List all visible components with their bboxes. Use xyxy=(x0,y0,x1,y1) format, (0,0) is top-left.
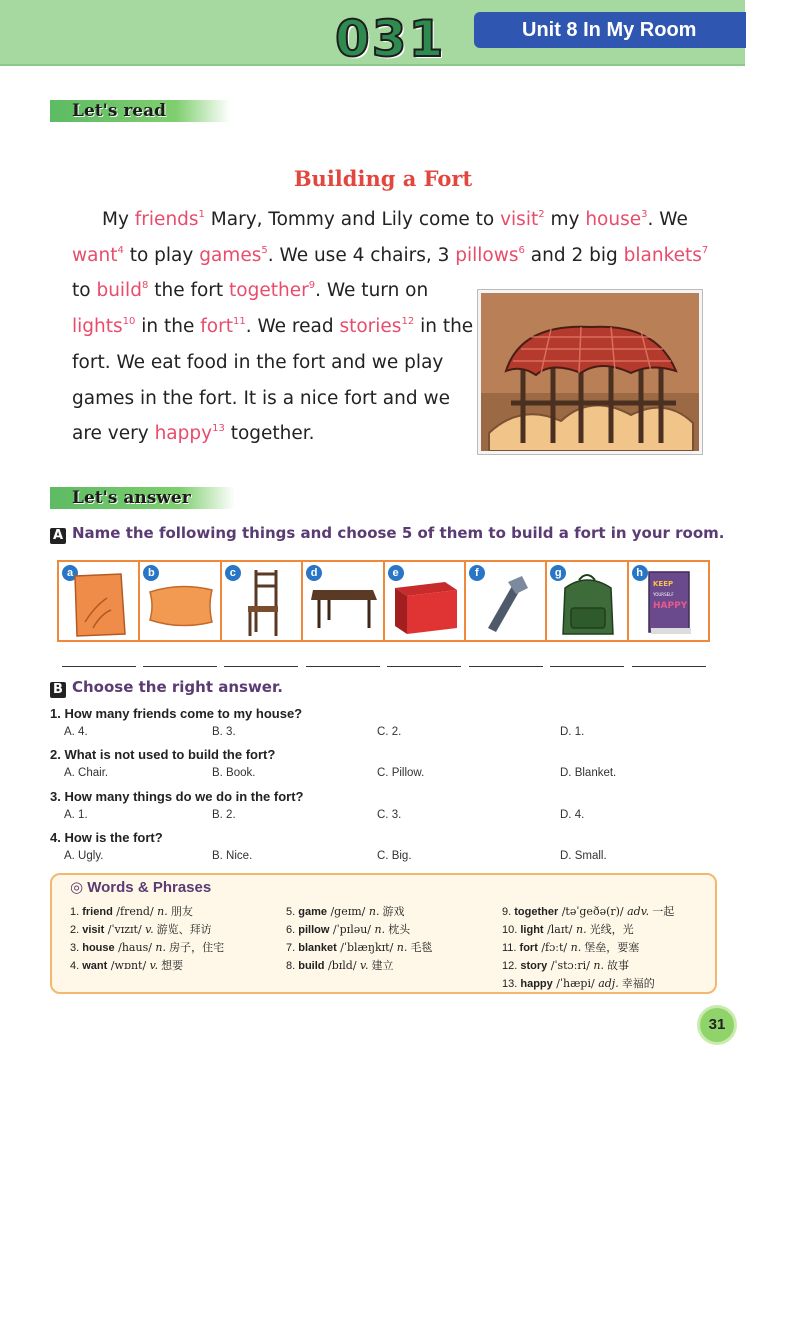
word-entry: 8. build /bɪld/ v. 建立 xyxy=(286,959,394,972)
word-entry: 13. happy /ˈhæpi/ adj. 幸福的 xyxy=(502,977,655,990)
table-icon xyxy=(303,562,383,640)
story-line: are very happy$^{13}$ together. xyxy=(72,423,315,445)
keyword-footnote-number: 8 xyxy=(141,280,149,292)
part-a-instruction: Name the following things and choose 5 of them to build a fort in your room. xyxy=(72,524,725,542)
keyword-footnote-number: 6 xyxy=(518,244,525,256)
keyword-friends: friends$^1$ xyxy=(134,209,205,230)
item-letter: c xyxy=(225,565,241,581)
book-cover-text-3: HAPPY xyxy=(652,601,687,611)
part-a-badge: A xyxy=(50,528,66,544)
question-4: 4. How is the fort? xyxy=(50,830,163,845)
keyword-house: house$^3$ xyxy=(585,209,648,230)
answer-blank-d[interactable] xyxy=(306,666,380,667)
q4-option-a[interactable]: A. Ugly. xyxy=(64,850,104,862)
keyword-fort: fort$^{11}$ xyxy=(200,316,246,338)
answer-blank-e[interactable] xyxy=(387,666,461,667)
words-title: ◎ Words & Phrases xyxy=(70,879,212,896)
word-entry: 1. friend /frend/ n. 朋友 xyxy=(70,905,193,918)
flashlight-icon xyxy=(466,562,546,640)
q1-option-b[interactable]: B. 3. xyxy=(212,726,236,738)
fort-illustration xyxy=(478,290,702,454)
q2-option-d[interactable]: D. Blanket. xyxy=(560,767,617,779)
word-entry: 5. game /geɪm/ n. 游戏 xyxy=(286,905,405,918)
question-2: 2. What is not used to build the fort? xyxy=(50,747,276,762)
part-b-badge: B xyxy=(50,682,66,698)
keyword-footnote-number: 13 xyxy=(212,423,225,435)
item-chair[interactable] xyxy=(222,562,303,640)
q2-option-a[interactable]: A. Chair. xyxy=(64,767,109,779)
word-entry: 2. visit /ˈvɪzɪt/ v. 游览、拜访 xyxy=(70,923,212,936)
word-entry: 10. light /laɪt/ n. 光线，光 xyxy=(502,923,634,936)
item-letter: g xyxy=(550,565,566,581)
big-page-number: 031 xyxy=(335,10,446,68)
q4-option-b[interactable]: B. Nice. xyxy=(212,850,253,862)
answer-blank-f[interactable] xyxy=(469,666,543,667)
word-entry: 9. together /təˈgeðə(r)/ adv. 一起 xyxy=(502,905,675,918)
q1-option-c[interactable]: C. 2. xyxy=(377,726,402,738)
q1-option-a[interactable]: A. 4. xyxy=(64,726,88,738)
q3-option-d[interactable]: D. 4. xyxy=(560,809,585,821)
word-entry: 6. pillow /ˈpɪləu/ n. 枕头 xyxy=(286,923,411,936)
item-backpack[interactable] xyxy=(547,562,628,640)
item-letter: h xyxy=(632,565,648,581)
keyword-footnote-number: 3 xyxy=(641,209,648,220)
keyword-footnote-number: 11 xyxy=(232,316,246,328)
q3-option-a[interactable]: A. 1. xyxy=(64,809,88,821)
lets-read-label: Let's read xyxy=(50,100,230,122)
part-b-heading xyxy=(50,678,283,698)
q1-option-d[interactable]: D. 1. xyxy=(560,726,585,738)
keyword-build: build$^8$ xyxy=(96,280,149,302)
keyword-pillows: pillows$^6$ xyxy=(455,244,525,266)
book-icon xyxy=(629,562,709,640)
story-title: Building a Fort xyxy=(293,166,473,191)
word-entry: 3. house /haus/ n. 房子，住宅 xyxy=(70,941,225,954)
answer-blank-c[interactable] xyxy=(224,666,298,667)
blanket-icon xyxy=(59,562,139,640)
chair-icon xyxy=(222,562,302,640)
book-cover-text-2: YOURSELF xyxy=(652,592,674,597)
keyword-footnote-number: 9 xyxy=(308,280,316,292)
story-line: to build$^8$ the fort together$^9$. We turn on xyxy=(72,280,429,302)
keyword-want: want$^4$ xyxy=(72,244,124,266)
question-3: 3. How many things do we do in the fort? xyxy=(50,789,304,804)
story-line: My friends$^1$ Mary, Tommy and Lily come to visit$^2$ my house$^3$. We xyxy=(102,209,688,230)
item-letter: e xyxy=(388,565,404,581)
item-pillow[interactable] xyxy=(140,562,221,640)
backpack-icon xyxy=(547,562,627,640)
keyword-footnote-number: 4 xyxy=(117,244,124,256)
q3-option-c[interactable]: C. 3. xyxy=(377,809,402,821)
answer-blank-b[interactable] xyxy=(143,666,217,667)
keyword-footnote-number: 12 xyxy=(401,316,415,328)
keyword-footnote-number: 2 xyxy=(538,209,545,220)
keyword-visit: visit$^2$ xyxy=(500,209,545,230)
story-line: lights$^{10}$ in the fort$^{11}$. We read stories$^{12}$ in the xyxy=(72,316,474,338)
story-line: games in the fort. It is a nice fort and we xyxy=(72,387,450,409)
box-icon xyxy=(385,562,465,640)
item-letter: f xyxy=(469,565,485,581)
item-blanket[interactable] xyxy=(59,562,140,640)
item-letter: d xyxy=(306,565,322,581)
item-box[interactable] xyxy=(385,562,466,640)
words-phrases-box xyxy=(50,873,717,994)
word-entry: 12. story /ˈstɔːri/ n. 故事 xyxy=(502,959,630,972)
keyword-footnote-number: 10 xyxy=(122,316,136,328)
item-book[interactable] xyxy=(629,562,708,640)
word-entry: 11. fort /fɔːt/ n. 堡垒，要塞 xyxy=(502,941,640,954)
fort-image xyxy=(481,293,699,451)
answer-blank-a[interactable] xyxy=(62,666,136,667)
keyword-footnote-number: 7 xyxy=(701,244,709,256)
keyword-together: together$^9$ xyxy=(229,280,316,302)
keyword-stories: stories$^{12}$ xyxy=(339,316,415,338)
pillow-icon xyxy=(140,562,220,640)
q2-option-c[interactable]: C. Pillow. xyxy=(377,767,425,779)
keyword-footnote-number: 5 xyxy=(261,244,268,256)
q4-option-c[interactable]: C. Big. xyxy=(377,850,412,862)
answer-blank-h[interactable] xyxy=(632,666,706,667)
word-entry: 7. blanket /ˈblæŋkɪt/ n. 毛毯 xyxy=(286,941,433,954)
item-flashlight[interactable] xyxy=(466,562,547,640)
part-b-instruction: Choose the right answer. xyxy=(72,678,283,696)
q2-option-b[interactable]: B. Book. xyxy=(212,767,256,779)
answer-blank-g[interactable] xyxy=(550,666,624,667)
keyword-footnote-number: 1 xyxy=(198,209,205,220)
part-a-heading xyxy=(50,524,725,544)
question-1: 1. How many friends come to my house? xyxy=(50,706,303,721)
book-cover-text-1: KEEP xyxy=(652,580,673,588)
item-letter: a xyxy=(62,565,78,581)
story-line: fort. We eat food in the fort and we play xyxy=(72,351,444,373)
keyword-lights: lights$^{10}$ xyxy=(72,316,136,338)
word-entry: 4. want /wɒnt/ v. 想要 xyxy=(70,959,184,972)
lets-answer-label: Let's answer xyxy=(50,487,235,509)
q4-option-d[interactable]: D. Small. xyxy=(560,850,607,862)
q3-option-b[interactable]: B. 2. xyxy=(212,809,236,821)
item-table[interactable] xyxy=(303,562,384,640)
keyword-games: games$^5$ xyxy=(199,244,268,266)
story-line: want$^4$ to play games$^5$. We use 4 chairs, 3 pillows$^6$ and 2 big blankets$^7$ xyxy=(72,244,709,266)
item-letter: b xyxy=(143,565,159,581)
keyword-happy: happy$^{13}$ xyxy=(154,423,225,445)
items-row xyxy=(57,560,710,642)
keyword-blankets: blankets$^7$ xyxy=(623,244,709,266)
page-number: 31 xyxy=(700,1008,734,1042)
unit-title: Unit 8 In My Room xyxy=(474,12,746,48)
